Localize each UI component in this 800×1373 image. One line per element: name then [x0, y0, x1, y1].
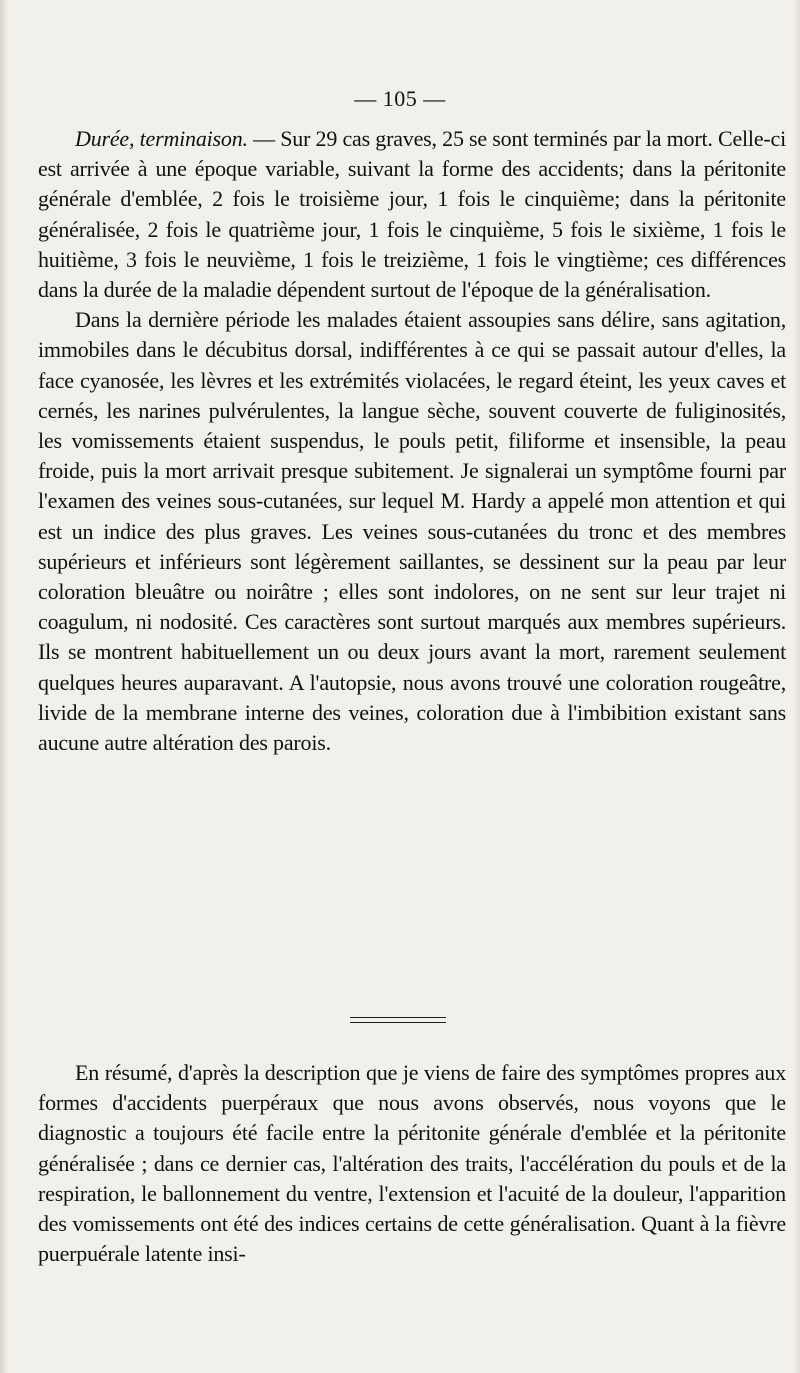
- section-duree-terminaison: [38, 124, 786, 758]
- paragraph-resume: En résumé, d'après la description que je viens de faire des symptômes propres aux formes d'accidents puerpéraux que nous avons observés, nous voyons que le diagnostic a toujours été facile entre la péritonite générale d'emblée et la péritonite généralisée ; dans ce dernier cas, l'altération des traits, l'accélération du pouls et de la respiration, le ballonnement du ventre, l'extension et l'acuité de la douleur, l'apparition des vomissements ont été des indices certains de cette généralisation. Quant à la fièvre puerpuérale latente insi-: [38, 1060, 786, 1267]
- paragraph-text: — Sur 29 cas graves, 25 se sont terminés par la mort. Celle-ci est arrivée à une époque variable, suivant la forme des accidents; dans la péritonite générale d'emblée, 2 fois le troisième jour, 1 fois le cinquième; dans la péritonite généralisée, 2 fois le quatrième jour, 1 fois le cinquième, 5 fois le sixième, 1 fois le huitième, 3 fois le neuvième, 1 fois le treizième, 1 fois le vingtième; ces différences dans la durée de la maladie dépendent surtout de l'époque de la généralisation.: [38, 126, 787, 303]
- section-heading: Durée, terminaison.: [75, 126, 248, 151]
- page-left-edge: [0, 0, 8, 1373]
- section-resume: [38, 1058, 786, 1269]
- paragraph-duree-terminaison: [38, 124, 786, 305]
- page-header: — 105 —: [354, 86, 446, 111]
- paragraph-derniere-periode: Dans la dernière période les malades étaient assoupies sans délire, sans agitation, immobiles dans le décubitus dorsal, indifférentes à ce qui se passait autour d'elles, la face cyanosée, les lèvres et les extrémités violacées, le regard éteint, les yeux caves et cernés, les narines pulvérulentes, la langue sèche, souvent couverte de fuliginosités, les vomissements étaient suspendus, le pouls petit, filiforme et insensible, la peau froide, puis la mort arrivait presque subitement. Je signalerai un symptôme fourni par l'examen des veines sous-cutanées, sur lequel M. Hardy a appelé mon attention et qui est un indice des plus graves. Les veines sous-cutanées du tronc et des membres supérieurs et inférieurs sont légèrement saillantes, se dessinent sur la peau par leur coloration bleuâtre ou noirâtre ; elles sont indolores, on ne sent sur leur trajet ni coagulum, ni nodosité. Ces caractères sont surtout marqués aux membres supérieurs. Ils se montrent habituellement un ou deux jours avant la mort, rarement seulement quelques heures auparavant. A l'autopsie, nous avons trouvé une coloration rougeâtre, livide de la membrane interne des veines, coloration due à l'imbibition existant sans aucune autre altération des parois.: [38, 307, 786, 756]
- section-divider: [350, 1017, 446, 1023]
- page-right-edge: [792, 0, 800, 1373]
